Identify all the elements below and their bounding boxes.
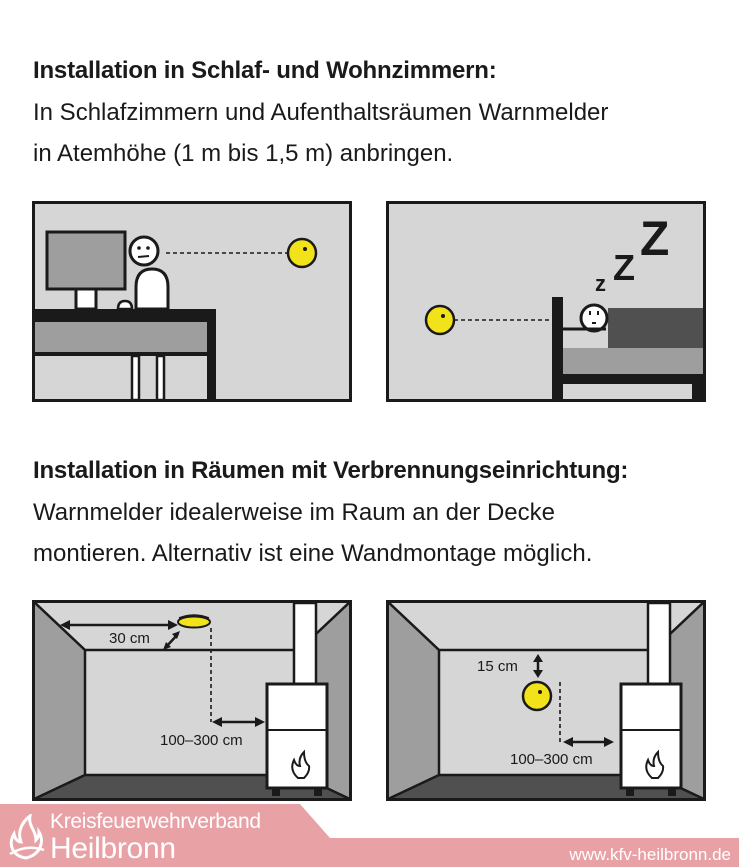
- ceiling-mount-illustration: [32, 600, 352, 801]
- sleep-letter-large: Z: [640, 213, 670, 266]
- monitor-icon: [47, 232, 125, 289]
- section2-text-line1: Warnmelder idealerweise im Raum an der Decke: [33, 499, 555, 526]
- footer: [0, 804, 739, 867]
- wall-smoke-detector-icon: [523, 682, 551, 710]
- label-distance-ceiling: 100–300 cm: [160, 732, 243, 749]
- org-name-line1: Kreisfeuerwehrverband: [50, 810, 261, 833]
- bedroom-illustration: [386, 201, 706, 402]
- section2-text-line2: montieren. Alternativ ist eine Wandmontage möglich.: [33, 540, 593, 567]
- label-15-cm: 15 cm: [477, 658, 518, 675]
- smoke-detector-icon: [288, 239, 316, 267]
- ceiling-smoke-detector-icon: [178, 617, 210, 628]
- smoke-detector-icon: [426, 306, 454, 334]
- wall-mount-illustration: [386, 600, 706, 801]
- fire-logo-icon: [6, 814, 46, 860]
- label-30-cm: 30 cm: [109, 630, 150, 647]
- section1-text-line1: In Schlafzimmern und Aufenthaltsräumen Warnmelder: [33, 99, 609, 126]
- face-icon: [130, 237, 158, 265]
- website-link[interactable]: www.kfv-heilbronn.de: [569, 845, 731, 864]
- org-name-line2: Heilbronn: [50, 832, 176, 865]
- person-icon: [136, 269, 168, 309]
- section2-heading: Installation in Räumen mit Verbrennungseinrichtung:: [33, 457, 629, 484]
- living-room-illustration: [32, 201, 352, 402]
- section1-text-line2: in Atemhöhe (1 m bis 1,5 m) anbringen.: [33, 140, 454, 167]
- label-distance-wall: 100–300 cm: [510, 751, 593, 768]
- section1-heading: Installation in Schlaf- und Wohnzimmern:: [33, 57, 497, 84]
- sleep-letter-medium: Z: [613, 247, 635, 288]
- sleeping-face-icon: [581, 305, 607, 331]
- sleep-letter-small: z: [595, 271, 606, 296]
